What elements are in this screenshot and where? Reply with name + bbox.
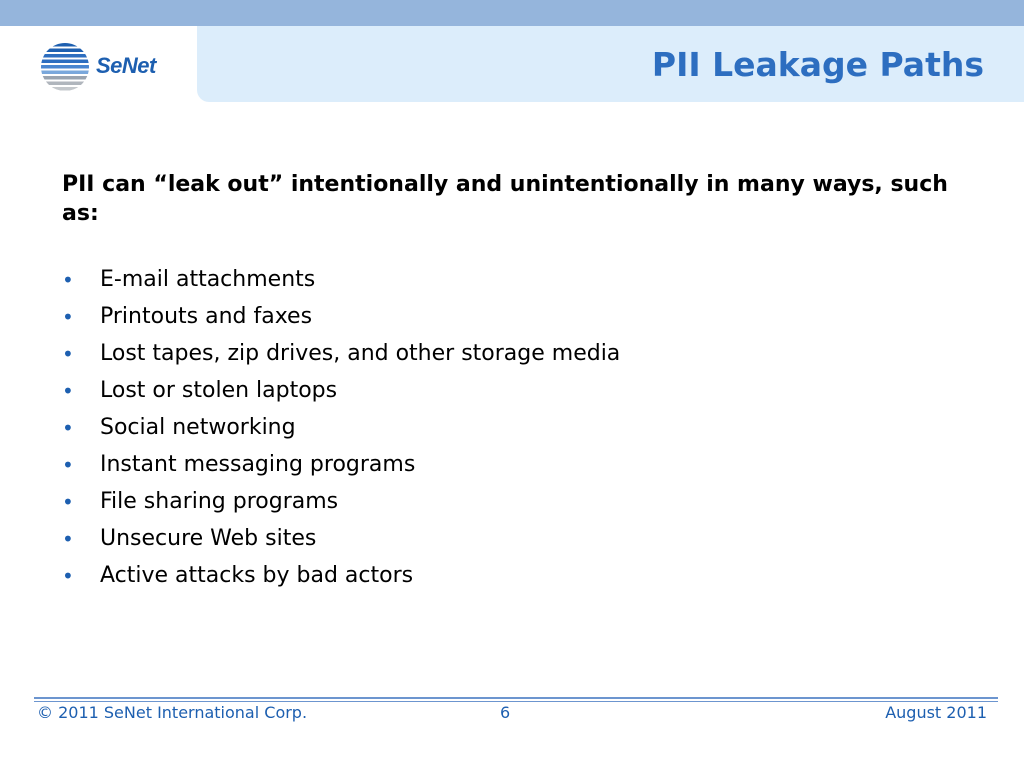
list-item-text: File sharing programs bbox=[100, 489, 339, 514]
list-item-text: E-mail attachments bbox=[100, 267, 316, 292]
list-item bbox=[62, 337, 962, 374]
bullet-icon: • bbox=[62, 527, 74, 551]
bullet-icon: • bbox=[62, 490, 74, 514]
footer-copyright: © 2011 SeNet International Corp. bbox=[37, 703, 308, 722]
logo-text: SeNet bbox=[96, 53, 156, 78]
bullet-icon: • bbox=[62, 305, 74, 329]
list-item-text: Active attacks by bad actors bbox=[100, 563, 414, 588]
bullet-icon: • bbox=[62, 268, 74, 292]
globe-logo-icon bbox=[38, 40, 98, 96]
footer-page-number: 6 bbox=[500, 703, 511, 722]
intro-text: PII can “leak out” intentionally and unintentionally in many ways, such as: bbox=[62, 172, 948, 226]
bullet-icon: • bbox=[62, 342, 74, 366]
bullet-icon: • bbox=[62, 416, 74, 440]
senet-logo bbox=[38, 40, 178, 96]
footer-date: August 2011 bbox=[885, 703, 987, 722]
list-item bbox=[62, 485, 962, 522]
footer-divider bbox=[34, 701, 998, 702]
bullet-list bbox=[62, 263, 962, 596]
bullet-icon: • bbox=[62, 453, 74, 477]
list-item-text: Printouts and faxes bbox=[100, 304, 313, 329]
footer-divider bbox=[34, 697, 998, 699]
list-item bbox=[62, 374, 962, 411]
bullet-icon: • bbox=[62, 564, 74, 588]
list-item bbox=[62, 300, 962, 337]
list-item bbox=[62, 411, 962, 448]
list-item bbox=[62, 522, 962, 559]
list-item-text: Instant messaging programs bbox=[100, 452, 416, 477]
list-item-text: Social networking bbox=[100, 415, 296, 440]
bullet-icon: • bbox=[62, 379, 74, 403]
list-item bbox=[62, 263, 962, 300]
slide-title: PII Leakage Paths bbox=[651, 45, 984, 84]
list-item-text: Lost or stolen laptops bbox=[100, 378, 338, 403]
list-item-text: Unsecure Web sites bbox=[100, 526, 317, 551]
list-item bbox=[62, 448, 962, 485]
list-item bbox=[62, 559, 962, 596]
top-band bbox=[0, 0, 1024, 26]
list-item-text: Lost tapes, zip drives, and other storage media bbox=[100, 341, 621, 366]
